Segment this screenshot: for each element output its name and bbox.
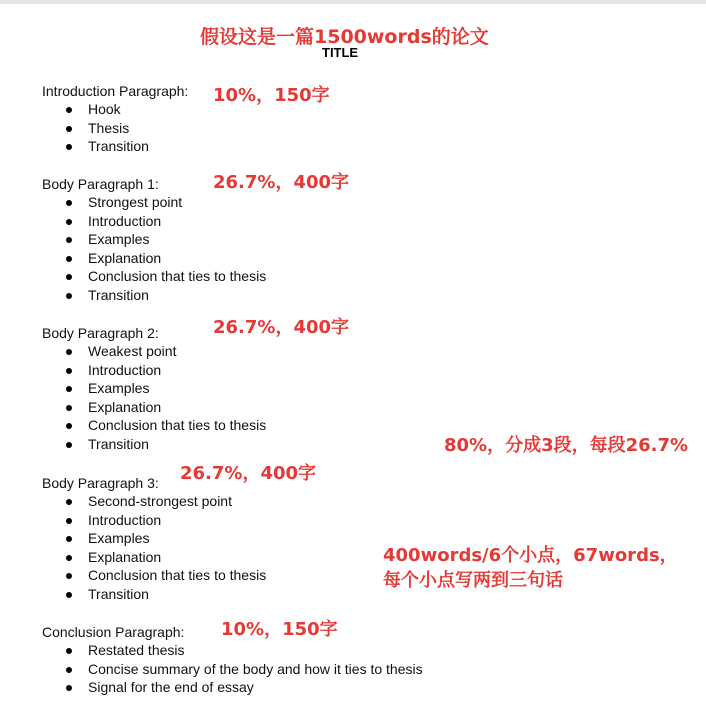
list-item: Explanation (42, 249, 266, 268)
section-body-3 (42, 474, 266, 604)
section-body-1 (42, 175, 266, 305)
section-title: Conclusion Paragraph: (42, 624, 185, 640)
list-item: Explanation (42, 548, 266, 567)
bullet-list (42, 100, 188, 156)
list-item: Transition (42, 435, 266, 454)
list-item: Examples (42, 230, 266, 249)
bullet-list (42, 342, 266, 454)
essay-title: TITLE (322, 45, 359, 60)
list-item: Introduction (42, 212, 266, 231)
essay-heading: 假设这是一篇1500words的论文 (200, 26, 489, 48)
section-title: Introduction Paragraph: (42, 83, 189, 99)
list-item: Thesis (42, 119, 188, 138)
body-1-note: 26.7%，400字 (213, 172, 350, 193)
list-item: Conclusion that ties to thesis (42, 416, 266, 435)
list-item: Introduction (42, 511, 266, 530)
conclusion-note: 10%，150字 (221, 619, 338, 640)
list-item: Examples (42, 529, 266, 548)
list-item: Signal for the end of essay (42, 678, 423, 697)
section-title: Body Paragraph 1: (42, 176, 159, 192)
list-item: Second-strongest point (42, 492, 266, 511)
section-body-2 (42, 324, 266, 454)
list-item: Restated thesis (42, 641, 423, 660)
list-item: Concise summary of the body and how it ties to thesis (42, 660, 423, 679)
list-item: Conclusion that ties to thesis (42, 267, 266, 286)
list-item: Transition (42, 585, 266, 604)
list-item: Hook (42, 100, 188, 119)
section-introduction (42, 82, 188, 156)
list-item: Strongest point (42, 193, 266, 212)
list-item: Transition (42, 137, 188, 156)
section-title: Body Paragraph 3: (42, 475, 159, 491)
body-2-note: 26.7%，400字 (213, 317, 350, 338)
list-item: Weakest point (42, 342, 266, 361)
list-item: Explanation (42, 398, 266, 417)
list-item: Examples (42, 379, 266, 398)
list-item: Conclusion that ties to thesis (42, 566, 266, 585)
bullet-list (42, 193, 266, 305)
bullet-list (42, 641, 423, 697)
body-3-note: 26.7%，400字 (180, 463, 317, 484)
intro-note: 10%，150字 (213, 85, 330, 106)
top-divider (0, 0, 706, 4)
section-title: Body Paragraph 2: (42, 325, 159, 341)
per-point-note-line-2: 每个小点写两到三句话 (383, 570, 563, 591)
per-point-note-line-1: 400words/6个小点，67words， (383, 545, 678, 566)
list-item: Introduction (42, 361, 266, 380)
body-total-note: 80%，分成3段，每段26.7% (444, 435, 689, 456)
list-item: Transition (42, 286, 266, 305)
bullet-list (42, 492, 266, 604)
